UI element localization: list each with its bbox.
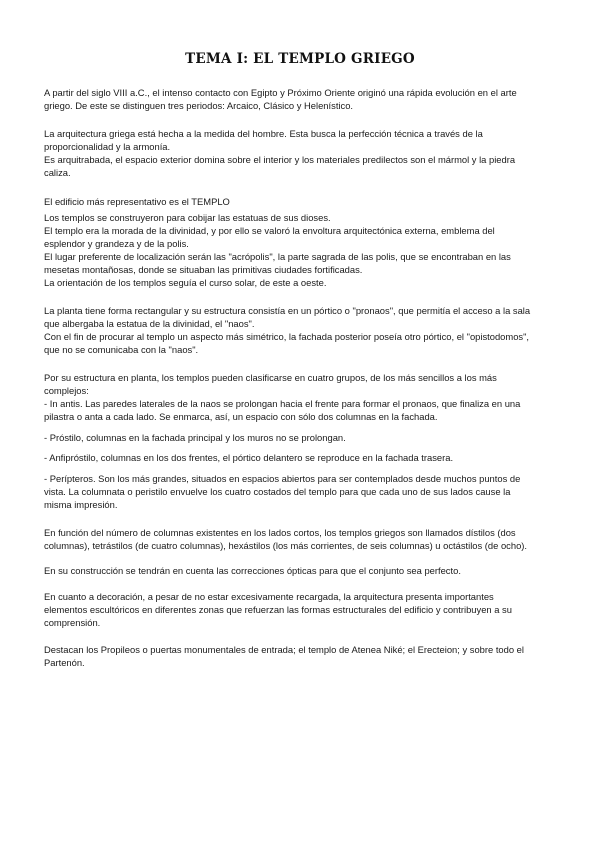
text-line: En cuanto a decoración, a pesar de no estar excesivamente recargada, la arquitectura presenta importantes [44, 591, 494, 602]
text-line: comprensión. [44, 617, 101, 628]
text-line: mesetas montañosas, donde se situaban las primitivas ciudades fortificadas. [44, 264, 363, 275]
architecture-paragraph [44, 127, 564, 179]
text-line: Partenón. [44, 657, 85, 668]
columns-paragraph [44, 526, 564, 552]
text-line: griego. De este se distinguen tres periodos: Arcaico, Clásico y Helenístico. [44, 100, 354, 111]
peripteros-item [44, 472, 564, 511]
text-line: proporcionalidad y la armonía. [44, 141, 171, 152]
text-line: que albergaba la estatua de la divinidad, el "naos". [44, 318, 255, 329]
plan-paragraph [44, 304, 564, 356]
text-line: La orientación de los templos seguía el curso solar, de este a oeste. [44, 277, 327, 288]
text-line: pilastra o anta a cada lado. Se enmarca, así, un espacio con sólo dos columnas en la fachada. [44, 411, 438, 422]
text-line: - In antis. Las paredes laterales de la naos se prolongan hacia el frente para formar el pronaos, que finaliza en una [44, 398, 521, 409]
section-heading [44, 195, 564, 208]
anfiprostilo-item [44, 451, 564, 464]
highlights-paragraph [44, 643, 564, 669]
text-line: La arquitectura griega está hecha a la medida del hombre. Esta busca la perfección técnica a través de la [44, 128, 483, 139]
text-line: elementos escultóricos en diferentes zonas que refuerzan las formas estructurales del edificio y contribuyen a su [44, 604, 512, 615]
intro-paragraph [44, 86, 564, 112]
text-line: Destacan los Propileos o puertas monumentales de entrada; el templo de Atenea Niké; el Erecteion; y sobre todo el [44, 644, 524, 655]
text-line: En su construcción se tendrán en cuenta las correcciones ópticas para que el conjunto sea perfecto. [44, 565, 461, 576]
classification-paragraph [44, 371, 564, 423]
text-line: Los templos se construyeron para cobijar las estatuas de sus dioses. [44, 212, 331, 223]
text-line: El edificio más representativo es el TEMPLO [44, 196, 230, 207]
page-title: TEMA I: EL TEMPLO GRIEGO [185, 51, 415, 67]
text-line: Es arquitrabada, el espacio exterior domina sobre el interior y los materiales predilectos son el mármol y la piedra [44, 154, 516, 165]
prostilo-item [44, 431, 564, 444]
text-line: caliza. [44, 167, 71, 178]
optics-paragraph [44, 564, 564, 577]
text-line: El templo era la morada de la divinidad, y por ello se valoró la envoltura arquitectónica externa, emblema del [44, 225, 495, 236]
text-line: esplendor y grandeza y de la polis. [44, 238, 189, 249]
text-line: En función del número de columnas existentes en los lados cortos, los templos griegos son llamados dístilos (dos [44, 527, 516, 538]
text-line: Con el fin de procurar al templo un aspecto más simétrico, la fachada posterior poseía otro pórtico, el "opistodomos", [44, 331, 530, 342]
text-line: El lugar preferente de localización serán las "acrópolis", la parte sagrada de las polis, que se encontraban en las [44, 251, 511, 262]
temple-paragraph [44, 211, 564, 289]
text-line: - Próstilo, columnas en la fachada principal y los muros no se prolongan. [44, 432, 346, 443]
text-line: vista. La columnata o peristilo envuelve los cuatro costados del templo para que cada uno de sus lados cause la [44, 486, 511, 497]
text-line: - Perípteros. Son los más grandes, situados en espacios abiertos para ser contemplados desde muchos puntos de [44, 473, 521, 484]
text-line: La planta tiene forma rectangular y su estructura consistía en un pórtico o "pronaos", que permitía el acceso a la sala [44, 305, 531, 316]
text-line: - Anfipróstilo, columnas en los dos frentes, el pórtico delantero se reproduce en la fachada trasera. [44, 452, 454, 463]
text-line: columnas), tetrástilos (de cuatro columnas), hexástilos (los más corrientes, de seis columnas) u octástilos (de ocho). [44, 540, 528, 551]
text-line: A partir del siglo VIII a.C., el intenso contacto con Egipto y Próximo Oriente originó una rápida evolución en el arte [44, 87, 517, 98]
text-line: misma impresión. [44, 499, 118, 510]
decoration-paragraph [44, 590, 564, 629]
text-line: complejos: [44, 385, 89, 396]
text-line: Por su estructura en planta, los templos pueden clasificarse en cuatro grupos, de los más sencillos a los más [44, 372, 497, 383]
text-line: que no se comunicaba con la "naos". [44, 344, 199, 355]
